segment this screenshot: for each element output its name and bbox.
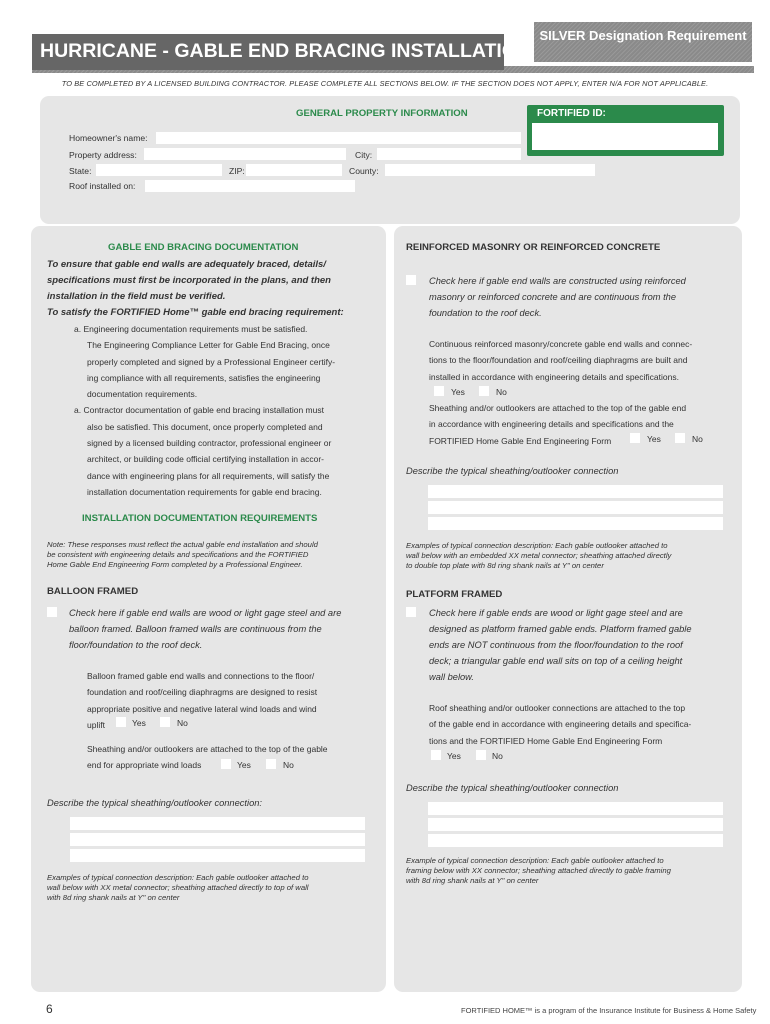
check-line: Check here if gable end walls are constructed using reinforced xyxy=(429,276,686,286)
platform-describe-field-2[interactable] xyxy=(428,818,723,831)
req-line: documentation requirements. xyxy=(87,389,198,400)
yes-label: Yes xyxy=(451,387,465,397)
platform-check-text xyxy=(429,605,734,685)
check-line: Check here if gable end walls are wood or light gage steel and are xyxy=(69,608,342,618)
para-line: Roof sheathing and/or outlooker connections are attached to the top xyxy=(429,703,686,713)
masonry-paragraph-1 xyxy=(429,336,739,385)
no-label: No xyxy=(177,718,188,728)
fortified-id-input[interactable] xyxy=(532,123,718,150)
balloon-paragraph-1 xyxy=(87,668,377,733)
platform-framed-checkbox[interactable] xyxy=(406,607,416,617)
instructions: TO BE COMPLETED BY A LICENSED BUILDING CONTRACTOR. PLEASE COMPLETE ALL SECTIONS BELOW. IF THE SECTION DOES NOT APPLY, ENTER N/A FOR NOT APPLICABLE. xyxy=(61,79,709,88)
requirement-a1 xyxy=(74,321,379,500)
note-line: be consistent with engineering details and specifications and the FORTIFIED xyxy=(47,550,309,559)
example-line: framing below with XX connector; sheathing attached directly to gable framing xyxy=(406,866,671,875)
zip-field[interactable] xyxy=(246,164,342,176)
intro-line: specifications must first be incorporated in the plans, and then xyxy=(47,275,331,286)
footer-program-text: FORTIFIED HOME™ is a program of the Insurance Institute for Business & Home Safety xyxy=(461,1006,757,1015)
para-line: installed in accordance with engineering details and specifications. xyxy=(429,371,679,382)
note-text xyxy=(47,540,377,570)
para-line: in accordance with engineering details and specifications and the xyxy=(429,419,674,430)
balloon-sheathing-yes-checkbox[interactable] xyxy=(221,759,231,769)
balloon-paragraph-2 xyxy=(87,741,377,774)
req-line: dance with engineering plans for all requirements, will satisfy the xyxy=(87,470,330,481)
balloon-describe-field-2[interactable] xyxy=(70,833,365,846)
no-label: No xyxy=(496,387,507,397)
roof-installed-label: Roof installed on: xyxy=(69,181,136,191)
req-line: signed by a licensed building contractor, professional engineer or xyxy=(87,438,332,449)
example-line: with 8d ring shank nails at Y" on center xyxy=(406,876,539,885)
check-line: foundation to the roof deck. xyxy=(429,308,542,318)
masonry-describe-label: Describe the typical sheathing/outlooker connection xyxy=(406,466,619,476)
platform-describe-field-3[interactable] xyxy=(428,834,723,847)
platform-no-checkbox[interactable] xyxy=(476,750,486,760)
general-info-heading: GENERAL PROPERTY INFORMATION xyxy=(296,108,468,119)
designation-label: SILVER Designation Requirement xyxy=(539,28,747,43)
note-line: Home Gable End Engineering Form completed by a Professional Engineer. xyxy=(47,560,303,569)
balloon-uplift-no-checkbox[interactable] xyxy=(160,717,170,727)
address-field[interactable] xyxy=(144,148,346,160)
check-line: floor/foundation to the roof deck. xyxy=(69,640,203,650)
req-line: ing compliance with all requirements, satisfies the engineering xyxy=(87,372,321,383)
platform-heading: PLATFORM FRAMED xyxy=(406,589,503,600)
req-line: The Engineering Compliance Letter for Gable End Bracing, once xyxy=(87,340,330,351)
address-label: Property address: xyxy=(69,150,137,160)
balloon-describe-field-1[interactable] xyxy=(70,817,365,830)
note-line: Note: These responses must reflect the actual gable end installation and should xyxy=(47,540,318,549)
masonry-describe-field-2[interactable] xyxy=(428,501,723,514)
example-line: wall below with an embedded XX metal connector; sheathing attached directly xyxy=(406,551,672,560)
example-line: with 8d ring shank nails at Y" on center xyxy=(47,893,180,902)
platform-describe-label: Describe the typical sheathing/outlooker connection xyxy=(406,783,619,793)
para-line: appropriate positive and negative lateral wind loads and wind xyxy=(87,703,317,714)
para-line: end for appropriate wind loads xyxy=(87,760,202,771)
req-line: installation documentation requirements for gable end bracing. xyxy=(87,486,322,497)
check-line: balloon framed. Balloon framed walls are continuous from the xyxy=(69,624,322,634)
homeowner-field[interactable] xyxy=(156,132,521,144)
para-line: tions and the FORTIFIED Home Gable End Engineering Form xyxy=(429,735,663,746)
para-line: Continuous reinforced masonry/concrete gable end walls and connec- xyxy=(429,339,693,349)
check-line: wall below. xyxy=(429,672,474,682)
req-line: architect, or building code official certifying installation in accor- xyxy=(87,454,325,465)
para-line: uplift xyxy=(87,719,105,730)
check-line: Check here if gable ends are wood or light gage steel and are xyxy=(429,608,683,618)
platform-describe-field-1[interactable] xyxy=(428,802,723,815)
masonry-checkbox[interactable] xyxy=(406,275,416,285)
balloon-uplift-yes-checkbox[interactable] xyxy=(116,717,126,727)
masonry-heading: REINFORCED MASONRY OR REINFORCED CONCRETE xyxy=(406,242,661,253)
req-line: properly completed and signed by a Professional Engineer certify- xyxy=(87,356,336,367)
balloon-describe-field-3[interactable] xyxy=(70,849,365,862)
install-heading: INSTALLATION DOCUMENTATION REQUIREMENTS xyxy=(82,513,318,524)
balloon-heading: BALLOON FRAMED xyxy=(47,586,139,597)
para-line: Balloon framed gable end walls and connections to the floor/ xyxy=(87,671,315,681)
city-label: City: xyxy=(355,150,373,160)
county-field[interactable] xyxy=(385,164,595,176)
yes-label: Yes xyxy=(132,718,146,728)
balloon-describe-label: Describe the typical sheathing/outlooker connection: xyxy=(47,798,262,808)
homeowner-label: Homeowner's name: xyxy=(69,133,148,143)
masonry-built-yes-checkbox[interactable] xyxy=(434,386,444,396)
check-line: masonry or reinforced concrete and are continuous from the xyxy=(429,292,677,302)
check-line: deck; a triangular gable end wall sits on top of a ceiling height xyxy=(429,656,683,666)
masonry-built-no-checkbox[interactable] xyxy=(479,386,489,396)
no-label: No xyxy=(492,751,503,761)
intro-text xyxy=(47,257,377,321)
balloon-check-text xyxy=(69,605,374,653)
para-line: tions to the floor/foundation and roof/ceiling diaphragms are built and xyxy=(429,355,688,366)
balloon-framed-checkbox[interactable] xyxy=(47,607,57,617)
yes-label: Yes xyxy=(647,434,661,444)
yes-label: Yes xyxy=(447,751,461,761)
masonry-describe-field-3[interactable] xyxy=(428,517,723,530)
req-line: a. Engineering documentation requirements must be satisfied. xyxy=(74,324,308,334)
check-line: ends are NOT continuous from the floor/foundation to the roof xyxy=(429,640,683,650)
yes-label: Yes xyxy=(237,760,251,770)
intro-line: installation in the field must be verified. xyxy=(47,291,226,302)
req-line: also be satisfied. This document, once properly completed and xyxy=(87,421,323,432)
page-title: HURRICANE - GABLE END BRACING INSTALLATION xyxy=(40,40,532,62)
no-label: No xyxy=(692,434,703,444)
intro-line: To ensure that gable end walls are adequately braced, details/ xyxy=(47,259,326,270)
balloon-sheathing-no-checkbox[interactable] xyxy=(266,759,276,769)
para-line: Sheathing and/or outlookers are attached to the top of the gable xyxy=(87,744,328,754)
masonry-describe-field-1[interactable] xyxy=(428,485,723,498)
para-line: of the gable end in accordance with engineering details and specifica- xyxy=(429,719,692,730)
state-label: State: xyxy=(69,166,92,176)
doc-heading: GABLE END BRACING DOCUMENTATION xyxy=(108,242,299,253)
platform-paragraph xyxy=(429,700,739,749)
example-line: Examples of typical connection description: Each gable outlooker attached to xyxy=(47,873,309,882)
masonry-check-text xyxy=(429,273,734,321)
page-number: 6 xyxy=(46,1002,53,1016)
req-line: a. Contractor documentation of gable end bracing installation must xyxy=(74,405,324,416)
para-line: Sheathing and/or outlookers are attached to the top of the gable end xyxy=(429,403,687,413)
example-line: Example of typical connection description: Each gable outlooker attached to xyxy=(406,856,664,865)
intro-line: To satisfy the FORTIFIED Home™ gable end bracing requirement: xyxy=(47,307,344,318)
platform-example-text xyxy=(406,856,736,886)
example-line: Examples of typical connection description: Each gable outlooker attached to xyxy=(406,541,668,550)
county-label: County: xyxy=(349,166,379,176)
check-line: designed as platform framed gable ends. Platform framed gable xyxy=(429,624,692,634)
masonry-sheathing-no-checkbox[interactable] xyxy=(675,433,685,443)
fortified-id-label: FORTIFIED ID: xyxy=(537,108,606,119)
no-label: No xyxy=(283,760,294,770)
para-line: FORTIFIED Home Gable End Engineering Form xyxy=(429,435,612,446)
example-line: to double top plate with 8d ring shank nails at Y" on center xyxy=(406,561,604,570)
balloon-example-text xyxy=(47,873,377,903)
platform-yes-checkbox[interactable] xyxy=(431,750,441,760)
para-line: foundation and roof/ceiling diaphragms are designed to resist xyxy=(87,687,318,698)
roof-installed-field[interactable] xyxy=(145,180,355,192)
example-line: wall below with XX metal connector; sheathing attached directly to top of wall xyxy=(47,883,309,892)
zip-label: ZIP: xyxy=(229,166,245,176)
city-field[interactable] xyxy=(377,148,521,160)
masonry-sheathing-yes-checkbox[interactable] xyxy=(630,433,640,443)
state-field[interactable] xyxy=(96,164,222,176)
masonry-example-text xyxy=(406,541,736,571)
